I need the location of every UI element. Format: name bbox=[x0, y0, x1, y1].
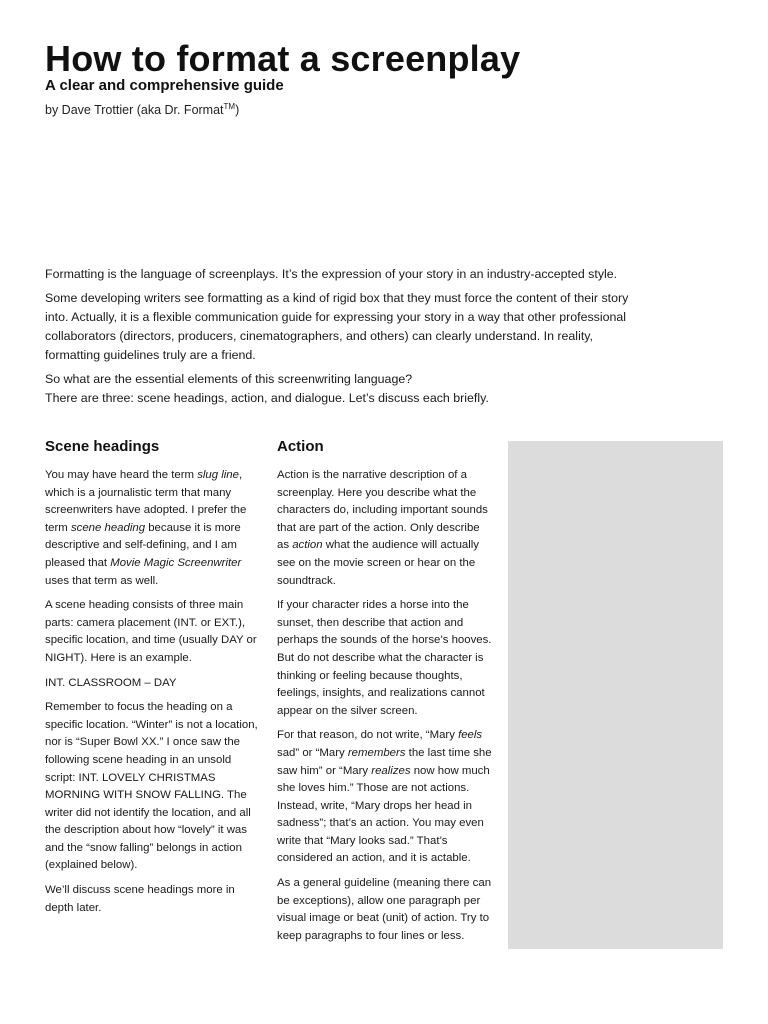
byline bbox=[45, 98, 239, 119]
page-title: How to format a screenplay bbox=[45, 38, 521, 79]
gray-sidebar-panel bbox=[508, 441, 723, 949]
intro-paragraph-3 bbox=[45, 370, 635, 408]
byline-close: ) bbox=[235, 103, 240, 118]
action-paragraph-4: As a general guideline (meaning there can be exceptions), allow one paragraph per visual image or beat (unit) of action. Try to keep paragraphs to four lines or less. bbox=[277, 877, 492, 942]
text-run: For that reason, do not write, “Mary bbox=[277, 729, 459, 742]
action-heading: Action bbox=[277, 438, 324, 455]
scene-headings-paragraph-1 bbox=[45, 467, 263, 590]
italic-term: remembers bbox=[347, 746, 406, 759]
italic-term: feels bbox=[458, 729, 483, 742]
italic-term: realizes bbox=[371, 764, 411, 777]
text-run: the last time she saw him” or “Mary bbox=[277, 746, 492, 777]
page-subtitle: A clear and comprehensive guide bbox=[45, 77, 284, 94]
intro-paragraph-2: Some developing writers see formatting as a kind of rigid box that they must force the content of their story into. Actually, it is a flexible communication guide for expressing your story in a way that other professional collaborators (directors, producers, cinematographers, and others) can clearly understand. In reality, formatting guidelines truly are a friend. bbox=[45, 291, 629, 362]
action-paragraph-3 bbox=[277, 727, 493, 868]
scene-headings-heading: Scene headings bbox=[45, 438, 160, 455]
text-run: because it is more descriptive and self-defining, and I am pleased that bbox=[45, 521, 241, 569]
text-run: Action is the narrative description of a screenplay. Here you describe what the characters do, including important sounds that are part of the action. Only describe as bbox=[277, 469, 488, 552]
text-run: uses that term as well. bbox=[45, 574, 159, 587]
italic-term: action bbox=[292, 539, 323, 552]
text-run: sad” or “Mary bbox=[277, 746, 348, 759]
text-run: You may have heard the term bbox=[45, 469, 198, 481]
intro-section bbox=[45, 265, 635, 413]
scene-headings-paragraph-4: We’ll discuss scene headings more in depth later. bbox=[45, 884, 235, 914]
intro-answer: There are three: scene headings, action, and dialogue. Let’s discuss each briefly. bbox=[45, 391, 489, 405]
intro-question: So what are the essential elements of this screenwriting language? bbox=[45, 372, 413, 386]
scene-headings-paragraph-3: Remember to focus the heading on a specific location. “Winter” is not a location, nor is “Super Bowl XX.” I once saw the following scene heading in an unsold script: INT. LOVELY CHRISTMAS MORNING WITH SNOW FALLING. The writer did not identify the location, and all the description about how “lovely” it was and the “snow falling” belongs in action (explained below). bbox=[45, 701, 258, 872]
action-paragraph-2: If your character rides a horse into the sunset, then describe that action and perhaps the sounds of the horse’s hooves. But do not describe what the character is thinking or feeling because thoughts, feelings, insights, and realizations cannot appear on the silver screen. bbox=[277, 599, 492, 717]
italic-term: slug line bbox=[197, 469, 239, 481]
action-column bbox=[277, 436, 493, 952]
action-paragraph-1 bbox=[277, 467, 493, 590]
text-run: what the audience will actually see on the movie screen or hear on the soundtrack. bbox=[277, 539, 480, 587]
text-run: , which is a journalistic term that many screenwriters have adopted. I prefer the term bbox=[45, 469, 247, 534]
scene-headings-paragraph-2: A scene heading consists of three main parts: camera placement (INT. or EXT.), specific location, and time (usually DAY or NIGHT). Here is an example. bbox=[45, 599, 257, 664]
scene-heading-example: INT. CLASSROOM – DAY bbox=[45, 676, 177, 689]
italic-term: Movie Magic Screenwriter bbox=[110, 556, 242, 569]
intro-paragraph-1: Formatting is the language of screenplays. It’s the expression of your story in an industry-accepted style. bbox=[45, 267, 618, 281]
trademark-mark: TM bbox=[223, 102, 236, 111]
italic-term: scene heading bbox=[70, 521, 146, 534]
byline-text: by Dave Trottier (aka Dr. Format bbox=[45, 103, 224, 118]
text-run: now how much she loves him.” Those are not actions. Instead, write, “Mary drops her head in sadness”; that’s an action. You may even write that “Mary looks sad.” That’s considered an action, and it is actable. bbox=[277, 764, 490, 865]
scene-headings-column bbox=[45, 436, 263, 924]
